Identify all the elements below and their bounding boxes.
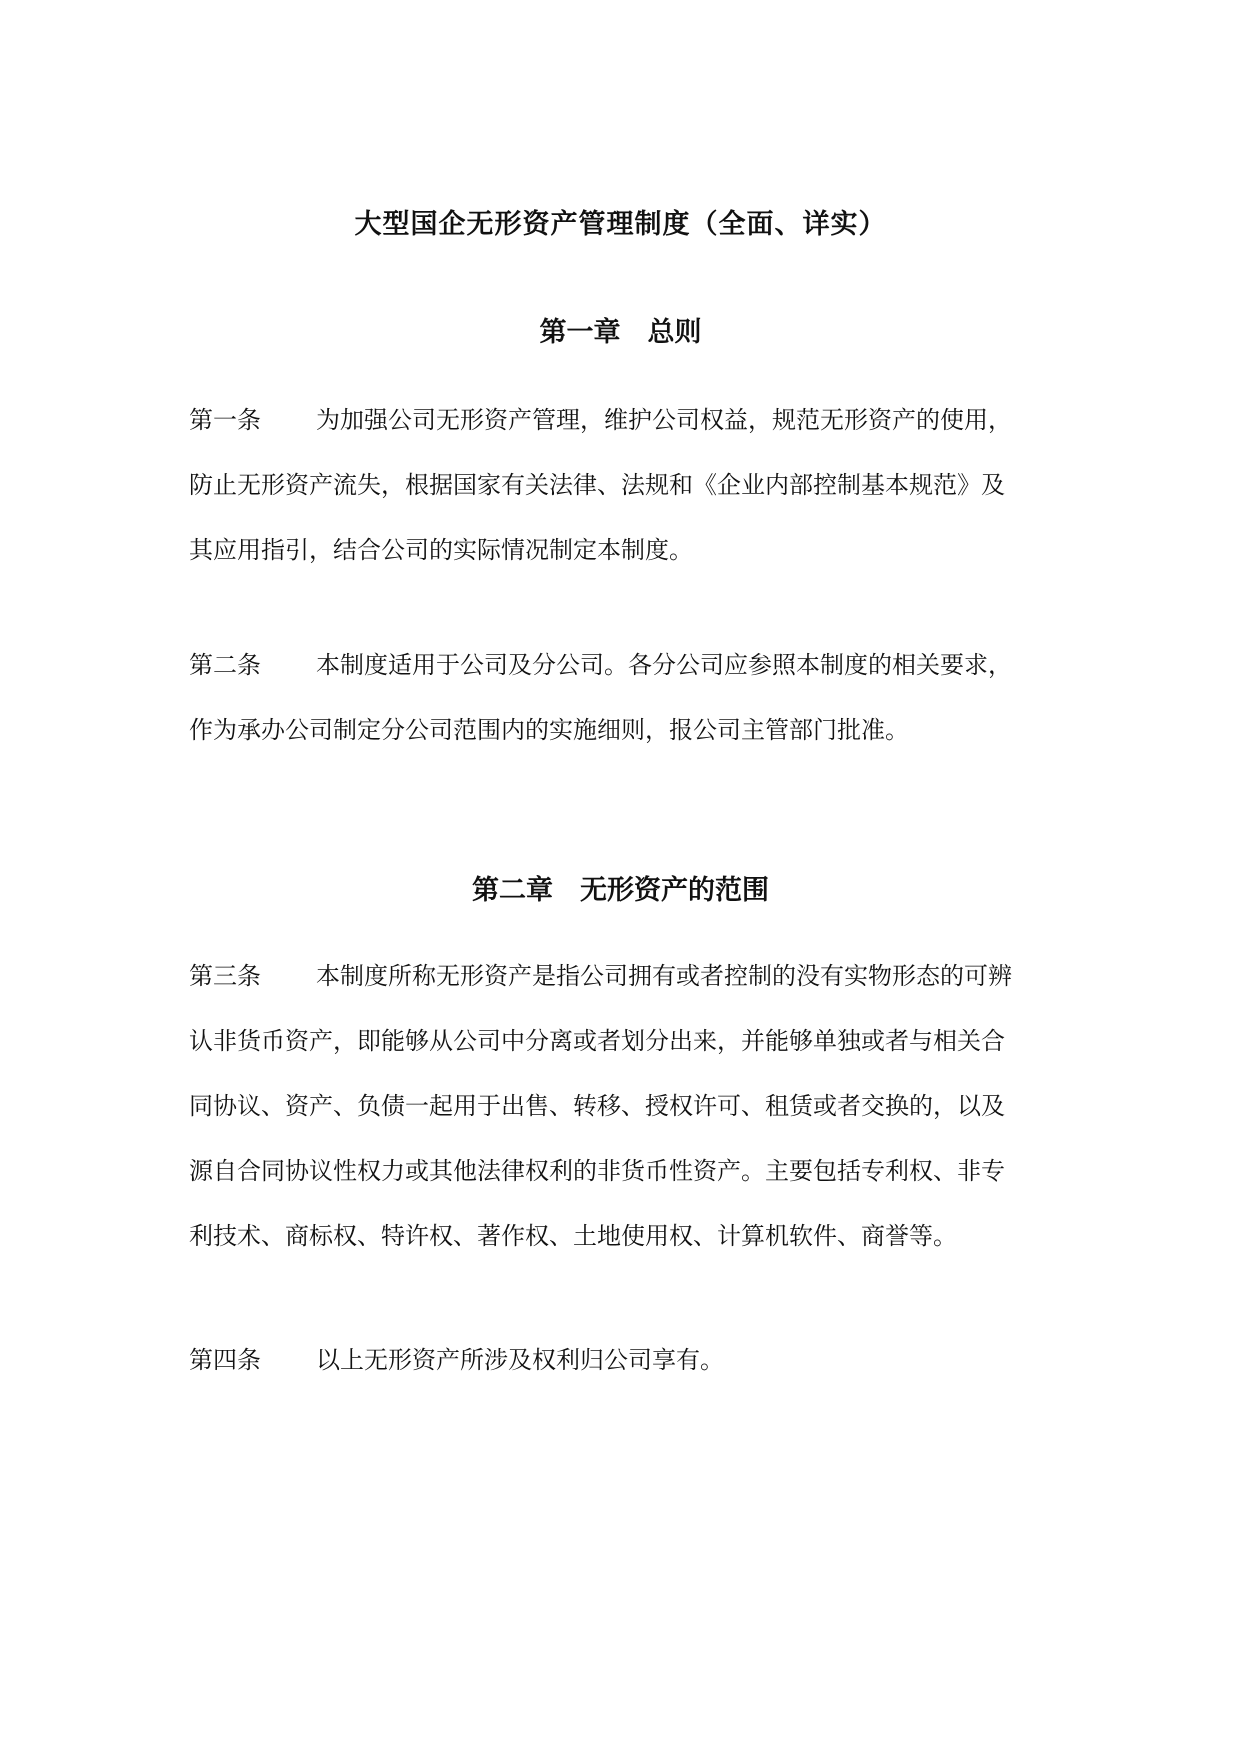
article-line: 源自合同协议性权力或其他法律权利的非货币性资产。主要包括专利权、非专 (189, 1157, 1005, 1185)
article-label: 第四条 (189, 1346, 261, 1374)
article-line (189, 400, 1039, 465)
chapter-heading: 第一章 总则 (539, 317, 702, 348)
document-title: 大型国企无形资产管理制度（全面、详实） (354, 209, 887, 240)
chapter-heading: 第二章 无形资产的范围 (472, 875, 769, 906)
article-line (189, 645, 1039, 710)
article-text: 本制度所称无形资产是指公司拥有或者控制的没有实物形态的可辨 (316, 962, 1012, 990)
article-3 (189, 956, 1039, 1281)
article-line (189, 956, 1039, 1021)
article-text: 为加强公司无形资产管理，维护公司权益，规范无形资产的使用， (316, 406, 1012, 434)
article-line: 同协议、资产、负债一起用于出售、转移、授权许可、租赁或者交换的，以及 (189, 1092, 1005, 1120)
article-line: 利技术、商标权、特许权、著作权、土地使用权、计算机软件、商誉等。 (189, 1222, 957, 1250)
article-label: 第一条 (189, 406, 261, 434)
article-line: 其应用指引，结合公司的实际情况制定本制度。 (189, 536, 693, 564)
article-label: 第三条 (189, 962, 261, 990)
article-text: 以上无形资产所涉及权利归公司享有。 (316, 1346, 724, 1374)
article-line: 认非货币资产，即能够从公司中分离或者划分出来，并能够单独或者与相关合 (189, 1027, 1005, 1055)
article-label: 第二条 (189, 651, 261, 679)
article-line: 防止无形资产流失，根据国家有关法律、法规和《企业内部控制基本规范》及 (189, 471, 1005, 499)
article-4 (189, 1340, 1039, 1405)
article-2 (189, 645, 1039, 775)
article-line: 作为承办公司制定分公司范围内的实施细则，报公司主管部门批准。 (189, 716, 909, 744)
article-text: 本制度适用于公司及分公司。各分公司应参照本制度的相关要求， (316, 651, 1012, 679)
article-line (189, 1340, 1039, 1405)
article-1 (189, 400, 1039, 595)
